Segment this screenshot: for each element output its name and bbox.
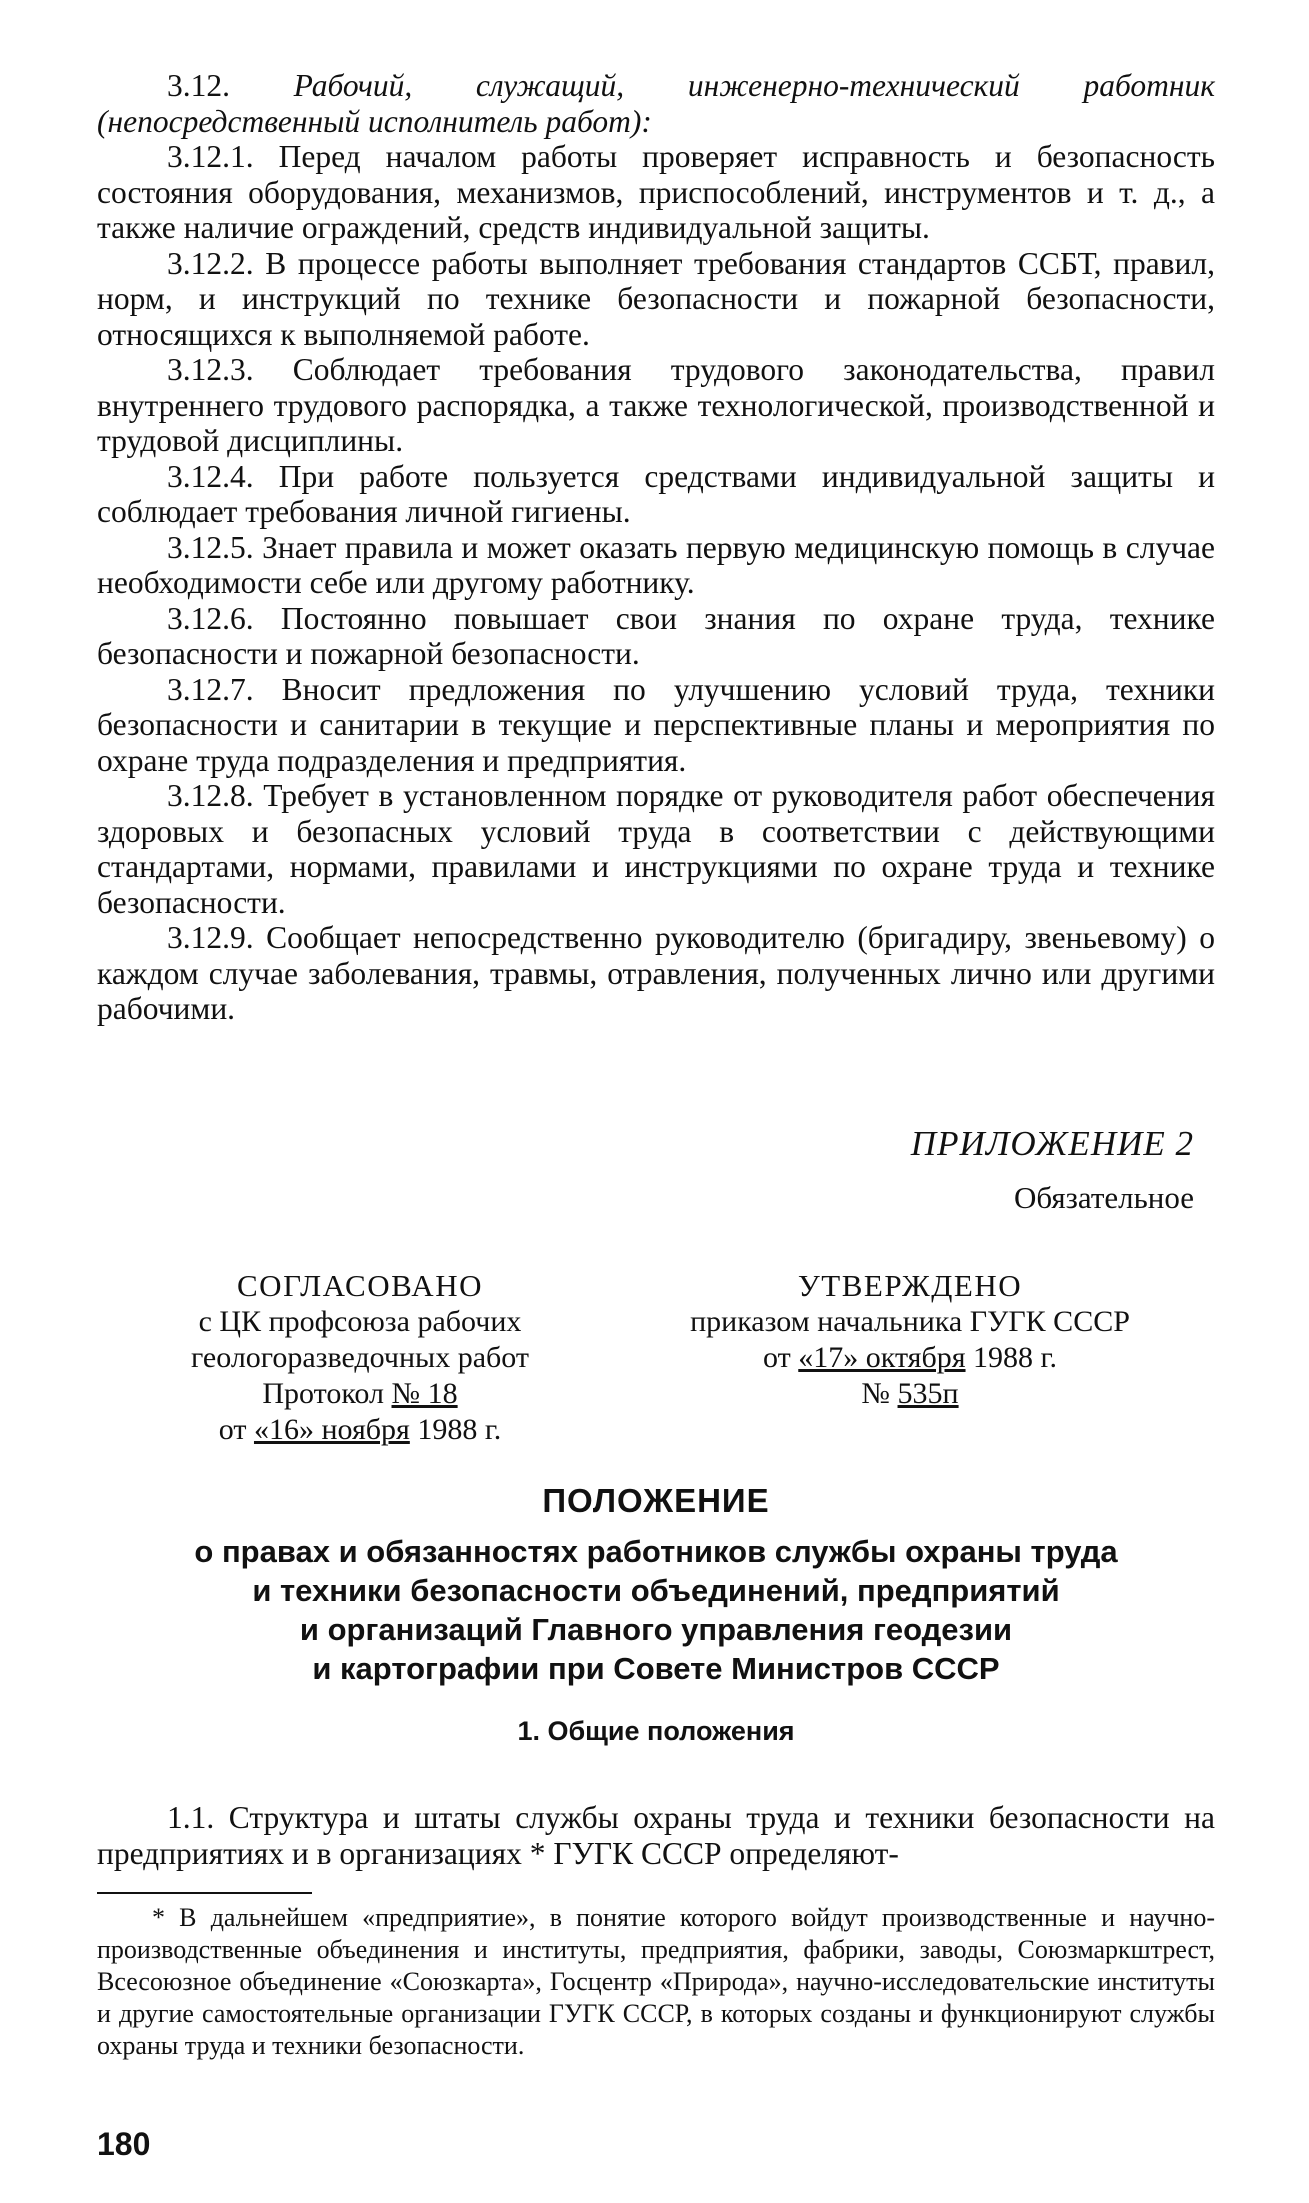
item-number: 3.12.5. [167, 529, 254, 565]
agreed-date-line [150, 1412, 570, 1448]
approved-date-prefix: от [763, 1341, 791, 1374]
agreed-year: 1988 г. [417, 1413, 502, 1446]
paragraph-1-1 [97, 1800, 1215, 1871]
item-text: Знает правила и может оказать первую медицинскую помощь в случае необходимости себе или другому работнику. [97, 529, 1215, 600]
section-1-heading: 1. Общие положения [517, 1716, 795, 1746]
document-subtitle [97, 1532, 1215, 1688]
list-item [97, 352, 1215, 459]
subtitle-line: и техники безопасности объединений, предприятий [252, 1573, 1060, 1608]
footnote-divider [97, 1892, 312, 1894]
approved-block [640, 1268, 1180, 1412]
approved-order-line [640, 1376, 1180, 1412]
approved-date-line [640, 1340, 1180, 1376]
subtitle-line: и картографии при Совете Министров СССР [312, 1651, 1000, 1686]
item-text: Перед началом работы проверяет исправность и безопасность состояния оборудования, механизмов, приспособлений, инструментов и т. д., а также наличие ограждений, средств индивидуальной защиты. [97, 139, 1216, 245]
paragraph-1-1-text: Структура и штаты службы охраны труда и техники безопасности на предприятиях и в организациях * ГУГК СССР определяют- [97, 1800, 1216, 1871]
item-number: 3.12.8. [167, 778, 254, 813]
list-item [97, 601, 1215, 672]
subtitle-line: и организаций Главного управления геодезии [299, 1612, 1013, 1647]
item-number: 3.12.7. [167, 671, 254, 707]
agreed-protocol [150, 1376, 570, 1412]
approved-heading: УТВЕРЖДЕНО [797, 1268, 1023, 1303]
items-list [97, 139, 1215, 1027]
approved-year: 1988 г. [973, 1341, 1057, 1374]
item-text: Соблюдает требования трудового законодательства, правил внутреннего трудового распорядка, а также технологической, производственной и трудовой дисциплины. [97, 352, 1215, 458]
agreed-heading: СОГЛАСОВАНО [237, 1268, 483, 1303]
item-text: Вносит предложения по улучшению условий труда, техники безопасности и санитарии в текущие и перспективные планы и мероприятия по охране труда подразделения и предприятия. [97, 671, 1216, 778]
item-number: 3.12.9. [167, 920, 254, 955]
agreed-date-prefix: от [218, 1413, 247, 1446]
agreed-line1: с ЦК профсоюза рабочих [198, 1305, 522, 1338]
item-text: Требует в установленном порядке от руководителя работ обеспечения здоровых и безопасных условий труда в соответствии с действующими стандартами, нормами, правилами и инструкциями по охране труда и технике безопасности. [97, 778, 1215, 920]
list-item [97, 246, 1215, 353]
main-text [97, 68, 1215, 1027]
appendix-title: ПРИЛОЖЕНИЕ 2 [910, 1124, 1194, 1163]
item-text: Сообщает непосредственно руководителю (бригадиру, звеньевому) о каждом случае заболевания, травмы, отравления, полученных лично или другими рабочими. [97, 920, 1215, 1026]
list-item [97, 459, 1215, 530]
section-312-heading [97, 68, 1215, 139]
agreed-date: «16» ноября [253, 1413, 410, 1446]
item-number: 3.12.4. [167, 458, 254, 494]
appendix-subtitle: Обязательное [1014, 1180, 1194, 1215]
subtitle-line: о правах и обязанностях работников службы охраны труда [194, 1534, 1118, 1569]
approved-date: «17» октября [798, 1341, 966, 1374]
item-number: 3.12.3. [167, 352, 254, 387]
item-text: Постоянно повышает свои знания по охране труда, технике безопасности и пожарной безопасности. [97, 600, 1216, 671]
list-item [97, 672, 1215, 779]
item-number: 3.12.2. [167, 245, 254, 281]
agreed-block [150, 1268, 570, 1448]
paragraph-1-1-number: 1.1. [167, 1800, 215, 1835]
list-item [97, 530, 1215, 601]
section-312-title: Рабочий, служащий, инженерно-технический работник (непосредственный исполнитель работ): [97, 68, 1215, 139]
item-text: При работе пользуется средствами индивидуальной защиты и соблюдает требования личной гигиены. [97, 458, 1215, 529]
protocol-number: № 18 [391, 1377, 458, 1410]
protocol-label: Протокол [262, 1377, 384, 1410]
item-text: В процессе работы выполняет требования стандартов ССБТ, правил, норм, и инструкций по технике безопасности и пожарной безопасности, относящихся к выполняемой работе. [97, 245, 1216, 352]
page-number: 180 [97, 2126, 151, 2162]
footnote: * В дальнейшем «предприятие», в понятие которого войдут производственные и научно-производственные объединения и институты, предприятия, фабрики, заводы, Союзмаркштрест, Всесоюзное объединение «Союзкарта», Госцентр «Природа», научно-исследовательские институты и другие самостоятельные организации ГУГК СССР, в которых созданы и функционируют службы охраны труда и техники безопасности. [97, 1903, 1215, 2060]
item-number: 3.12.6. [167, 600, 254, 636]
order-number: 535п [897, 1377, 959, 1410]
list-item [97, 778, 1215, 920]
approved-line1: приказом начальника ГУГК СССР [690, 1305, 1130, 1338]
item-number: 3.12.1. [167, 139, 254, 174]
list-item [97, 920, 1215, 1027]
section-312-number: 3.12. [167, 68, 230, 103]
list-item [97, 139, 1215, 246]
order-label: № [861, 1377, 891, 1410]
document-title: ПОЛОЖЕНИЕ [542, 1482, 770, 1519]
agreed-line2: геологоразведочных работ [190, 1341, 529, 1374]
